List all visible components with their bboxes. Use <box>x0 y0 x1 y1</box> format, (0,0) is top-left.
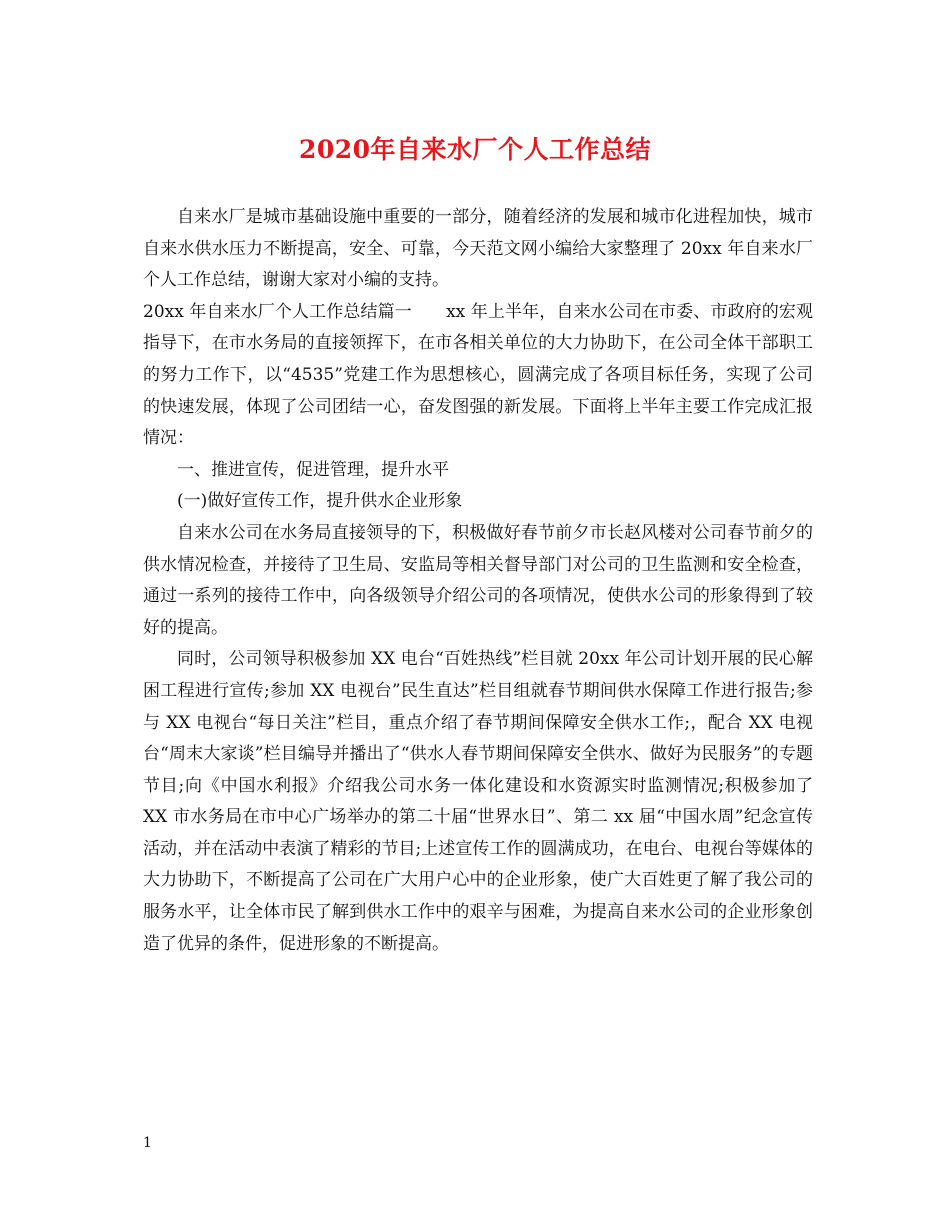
document-title: 2020年自来水厂个人工作总结 <box>298 135 652 164</box>
intro-paragraph: 自来水厂是城市基础设施中重要的一部分，随着经济的发展和城市化进程加快，城市自来水供水压力不断提高，安全、可靠，今天范文网小编给大家整理了 20xx 年自来水厂个人工作总结，谢谢大家对小编的支持。 <box>143 207 813 291</box>
document-body <box>143 202 813 960</box>
inspection-paragraph: 自来水公司在水务局直接领导的下，积极做好春节前夕市长赵风楼对公司春节前夕的供水情况检查，并接待了卫生局、安监局等相关督导部门对公司的卫生监测和安全检查，通过一系列的接待工作中，向各级领导介绍公司的各项情况，使供水公司的形象得到了较好的提高。 <box>143 522 813 638</box>
page-number: 1 <box>143 1135 152 1151</box>
subsection-heading: (一)做好宣传工作，提升供水企业形象 <box>177 491 463 512</box>
section-heading: 一、推进宣传，促进管理，提升水平 <box>177 459 449 480</box>
summary-paragraph: 20xx 年自来水厂个人工作总结篇一 xx 年上半年，自来水公司在市委、市政府的宏观指导下，在市水务局的直接领挥下，在市各相关单位的大力协助下，在公司全体干部职工的努力工作下，以“4535”党建工作为思想核心，圆满完成了各项目标任务，实现了公司的快速发展，体现了公司团结一心，奋发图强的新发展。下面将上半年主要工作完成汇报情况： <box>143 301 813 449</box>
publicity-paragraph: 同时，公司领导积极参加 XX 电台“百姓热线”栏目就 20xx 年公司计划开展的民心解困工程进行宣传;参加 XX 电视台”民生直达”栏目组就春节期间供水保障工作进行报告;参与 XX 电视台“每日关注”栏目，重点介绍了春节期间保障安全供水工作;，配合 XX 电视台“周末大家谈”栏目编导并播出了“供水人春节期间保障安全供水、做好为民服务”的专题节目;向《中国水利报》介绍我公司水务一体化建设和水资源实时监测情况;积极参加了 XX 市水务局在市中心广场举办的第二十届“世界水日”、第二 xx 届“中国水周”纪念宣传活动，并在活动中表演了精彩的节目;上述宣传工作的圆满成功，在电台、电视台等媒体的大力协助下，不断提高了公司在广大用户心中的企业形象，使广大百姓更了解了我公司的服务水平，让全体市民了解到供水工作中的艰辛与困难，为提高自来水公司的企业形象创造了优异的条件，促进形象的不断提高。 <box>143 649 813 954</box>
